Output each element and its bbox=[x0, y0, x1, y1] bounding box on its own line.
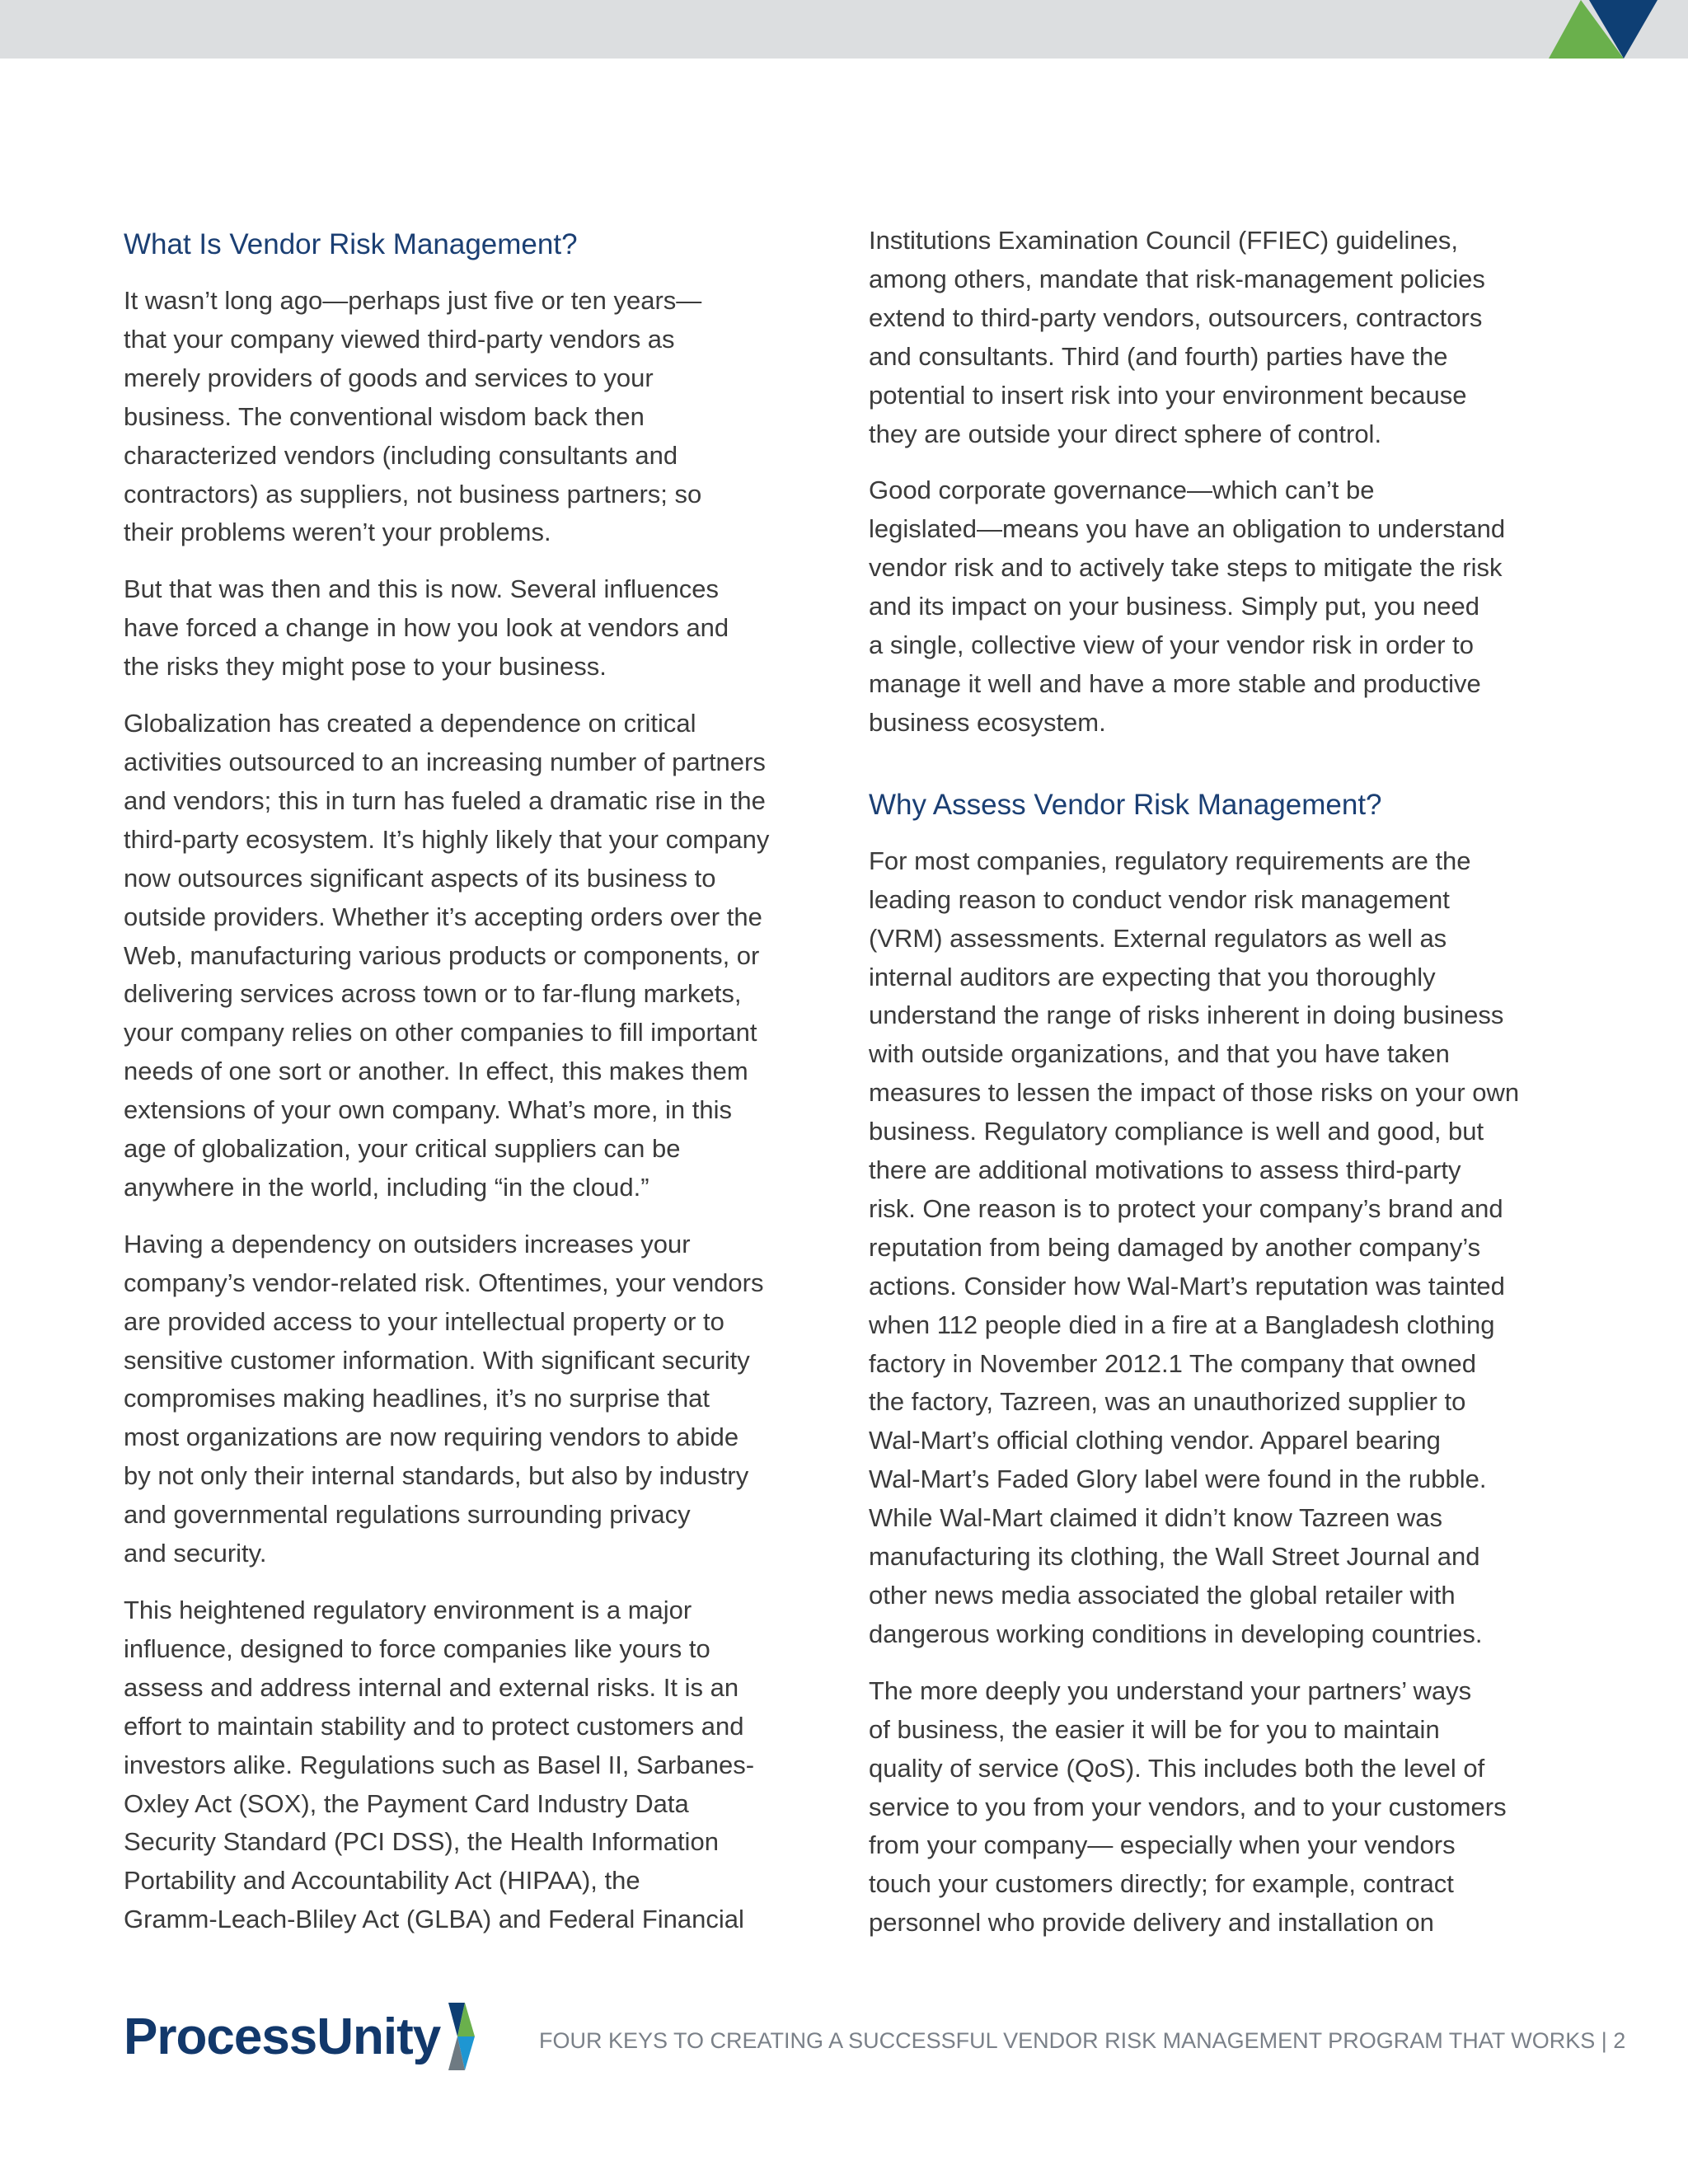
text-line: their problems weren’t your problems. bbox=[124, 518, 551, 547]
text-line: and security. bbox=[124, 1539, 267, 1568]
text-line: anywhere in the world, including “in the cloud.” bbox=[124, 1172, 649, 1202]
text-line: of business, the easier it will be for you to maintain bbox=[869, 1714, 1440, 1744]
footer-document-title: FOUR KEYS TO CREATING A SUCCESSFUL VENDOR RISK MANAGEMENT PROGRAM THAT WORKS | 2 bbox=[539, 2028, 1626, 2053]
body-paragraph bbox=[869, 1672, 1578, 1943]
text-line: (VRM) assessments. External regulators as well as bbox=[869, 923, 1447, 953]
text-line: Security Standard (PCI DSS), the Health Information bbox=[124, 1827, 719, 1857]
processunity-logo bbox=[124, 2003, 506, 2070]
text-line: that your company viewed third-party vendors as bbox=[124, 324, 675, 354]
text-line: factory in November 2012.1 The company that owned bbox=[869, 1348, 1476, 1378]
body-paragraph bbox=[124, 1591, 832, 1939]
text-line: they are outside your direct sphere of control. bbox=[869, 419, 1382, 448]
text-line: extend to third-party vendors, outsourcers, contractors bbox=[869, 302, 1483, 332]
text-line: effort to maintain stability and to protect customers and bbox=[124, 1711, 744, 1741]
text-line: your company relies on other companies to fill important bbox=[124, 1018, 757, 1047]
right-top-paragraphs bbox=[869, 222, 1578, 743]
text-line: For most companies, regulatory requirements are the bbox=[869, 846, 1471, 875]
body-paragraph bbox=[869, 471, 1578, 742]
text-line: with outside organizations, and that you have taken bbox=[869, 1039, 1450, 1069]
body-paragraph bbox=[124, 282, 832, 552]
section-heading-what-is-vrm: What Is Vendor Risk Management? bbox=[124, 228, 578, 260]
text-line: potential to insert risk into your environment because bbox=[869, 380, 1467, 410]
text-line: assess and address internal and external risks. It is an bbox=[124, 1672, 739, 1702]
text-line: While Wal-Mart claimed it didn’t know Tazreen was bbox=[869, 1503, 1443, 1533]
text-line: a single, collective view of your vendor risk in order to bbox=[869, 630, 1474, 660]
text-line: Gramm-Leach-Bliley Act (GLBA) and Federal Financial bbox=[124, 1905, 744, 1934]
text-line: manufacturing its clothing, the Wall Street Journal and bbox=[869, 1542, 1480, 1572]
text-line: age of globalization, your critical suppliers can be bbox=[124, 1134, 681, 1164]
left-column bbox=[124, 225, 832, 1957]
text-line: actions. Consider how Wal-Mart’s reputation was tainted bbox=[869, 1271, 1505, 1301]
text-line: most organizations are now requiring vendors to abide bbox=[124, 1422, 739, 1452]
text-line: understand the range of risks inherent in doing business bbox=[869, 1001, 1504, 1030]
body-paragraph bbox=[124, 1226, 832, 1573]
text-line: are provided access to your intellectual property or to bbox=[124, 1306, 724, 1336]
text-line: Wal-Mart’s Faded Glory label were found in the rubble. bbox=[869, 1465, 1487, 1494]
text-line: legislated—means you have an obligation to understand bbox=[869, 514, 1506, 544]
text-line: But that was then and this is now. Several influences bbox=[124, 574, 720, 604]
text-line: quality of service (QoS). This includes both the level of bbox=[869, 1753, 1485, 1783]
text-line: vendor risk and to actively take steps to mitigate the risk bbox=[869, 553, 1503, 583]
text-line: manage it well and have a more stable and productive bbox=[869, 668, 1481, 698]
body-paragraph bbox=[869, 222, 1578, 453]
text-line: Good corporate governance—which can’t be bbox=[869, 476, 1375, 505]
text-line: outside providers. Whether it’s accepting orders over the bbox=[124, 902, 762, 931]
text-line: business ecosystem. bbox=[869, 707, 1106, 737]
text-line: by not only their internal standards, but also by industry bbox=[124, 1461, 749, 1491]
text-line: and consultants. Third (and fourth) parties have the bbox=[869, 341, 1448, 371]
text-line: merely providers of goods and services to your bbox=[124, 363, 654, 392]
text-line: there are additional motivations to assess third-party bbox=[869, 1155, 1461, 1185]
text-line: leading reason to conduct vendor risk management bbox=[869, 884, 1450, 914]
text-line: The more deeply you understand your partners’ ways bbox=[869, 1675, 1472, 1705]
text-line: third-party ecosystem. It’s highly likely that your company bbox=[124, 824, 770, 854]
text-line: Portability and Accountability Act (HIPAA), the bbox=[124, 1866, 640, 1896]
text-line: activities outsourced to an increasing number of partners bbox=[124, 747, 766, 776]
text-line: compromises making headlines, it’s no surprise that bbox=[124, 1384, 710, 1413]
text-line: other news media associated the global retailer with bbox=[869, 1581, 1456, 1610]
text-line: when 112 people died in a fire at a Bangladesh clothing bbox=[869, 1310, 1495, 1339]
text-line: characterized vendors (including consultants and bbox=[124, 440, 678, 470]
text-line: service to you from your vendors, and to your customers bbox=[869, 1792, 1507, 1821]
text-line: It wasn’t long ago—perhaps just five or ten years— bbox=[124, 286, 702, 315]
text-line: delivering services across town or to far-flung markets, bbox=[124, 979, 742, 1009]
text-line: have forced a change in how you look at vendors and bbox=[124, 613, 729, 643]
body-paragraph bbox=[124, 570, 832, 687]
text-line: touch your customers directly; for example, contract bbox=[869, 1869, 1454, 1899]
text-line: Web, manufacturing various products or components, or bbox=[124, 940, 760, 970]
text-line: Globalization has created a dependence on critical bbox=[124, 709, 696, 738]
text-line: needs of one sort or another. In effect, this makes them bbox=[124, 1057, 748, 1086]
text-line: Wal-Mart’s official clothing vendor. Apparel bearing bbox=[869, 1426, 1441, 1455]
text-line: the factory, Tazreen, was an unauthorized supplier to bbox=[869, 1387, 1466, 1417]
logo-mark-icon bbox=[448, 2003, 506, 2070]
text-line: business. Regulatory compliance is well and good, but bbox=[869, 1117, 1484, 1146]
text-line: and vendors; this in turn has fueled a dramatic rise in the bbox=[124, 785, 766, 815]
logo-wordmark: ProcessUnity bbox=[124, 2008, 441, 2065]
text-line: sensitive customer information. With significant security bbox=[124, 1345, 750, 1375]
text-line: now outsources significant aspects of its business to bbox=[124, 863, 716, 893]
right-column bbox=[869, 222, 1578, 1961]
text-line: and its impact on your business. Simply put, you need bbox=[869, 592, 1479, 621]
right-paragraphs bbox=[869, 842, 1578, 1943]
left-paragraphs bbox=[124, 282, 832, 1939]
text-line: risk. One reason is to protect your company’s brand and bbox=[869, 1193, 1503, 1223]
text-line: from your company— especially when your vendors bbox=[869, 1830, 1456, 1860]
section-heading-why-assess-vrm: Why Assess Vendor Risk Management? bbox=[869, 788, 1382, 821]
text-line: personnel who provide delivery and installation on bbox=[869, 1908, 1434, 1938]
text-line: Institutions Examination Council (FFIEC) guidelines, bbox=[869, 226, 1459, 255]
text-line: and governmental regulations surrounding privacy bbox=[124, 1500, 691, 1530]
text-line: extensions of your own company. What’s more, in this bbox=[124, 1095, 733, 1125]
text-line: among others, mandate that risk-management policies bbox=[869, 264, 1485, 293]
body-paragraph bbox=[124, 705, 832, 1207]
text-line: company’s vendor-related risk. Oftentimes, your vendors bbox=[124, 1268, 764, 1297]
text-line: the risks they might pose to your business. bbox=[124, 652, 607, 682]
text-line: Oxley Act (SOX), the Payment Card Industry Data bbox=[124, 1788, 689, 1818]
text-line: internal auditors are expecting that you thoroughly bbox=[869, 962, 1436, 991]
text-line: Having a dependency on outsiders increases your bbox=[124, 1229, 691, 1258]
text-line: contractors) as suppliers, not business partners; so bbox=[124, 479, 702, 509]
text-line: investors alike. Regulations such as Basel II, Sarbanes- bbox=[124, 1750, 755, 1779]
corner-logo-mark-icon bbox=[0, 0, 1688, 59]
text-line: reputation from being damaged by another company’s bbox=[869, 1232, 1481, 1262]
text-line: business. The conventional wisdom back then bbox=[124, 401, 645, 431]
text-line: This heightened regulatory environment is a major bbox=[124, 1596, 692, 1624]
text-line: dangerous working conditions in developing countries. bbox=[869, 1619, 1483, 1648]
body-paragraph bbox=[869, 842, 1578, 1654]
text-line: measures to lessen the impact of those risks on your own bbox=[869, 1078, 1520, 1108]
text-line: influence, designed to force companies like yours to bbox=[124, 1633, 710, 1663]
